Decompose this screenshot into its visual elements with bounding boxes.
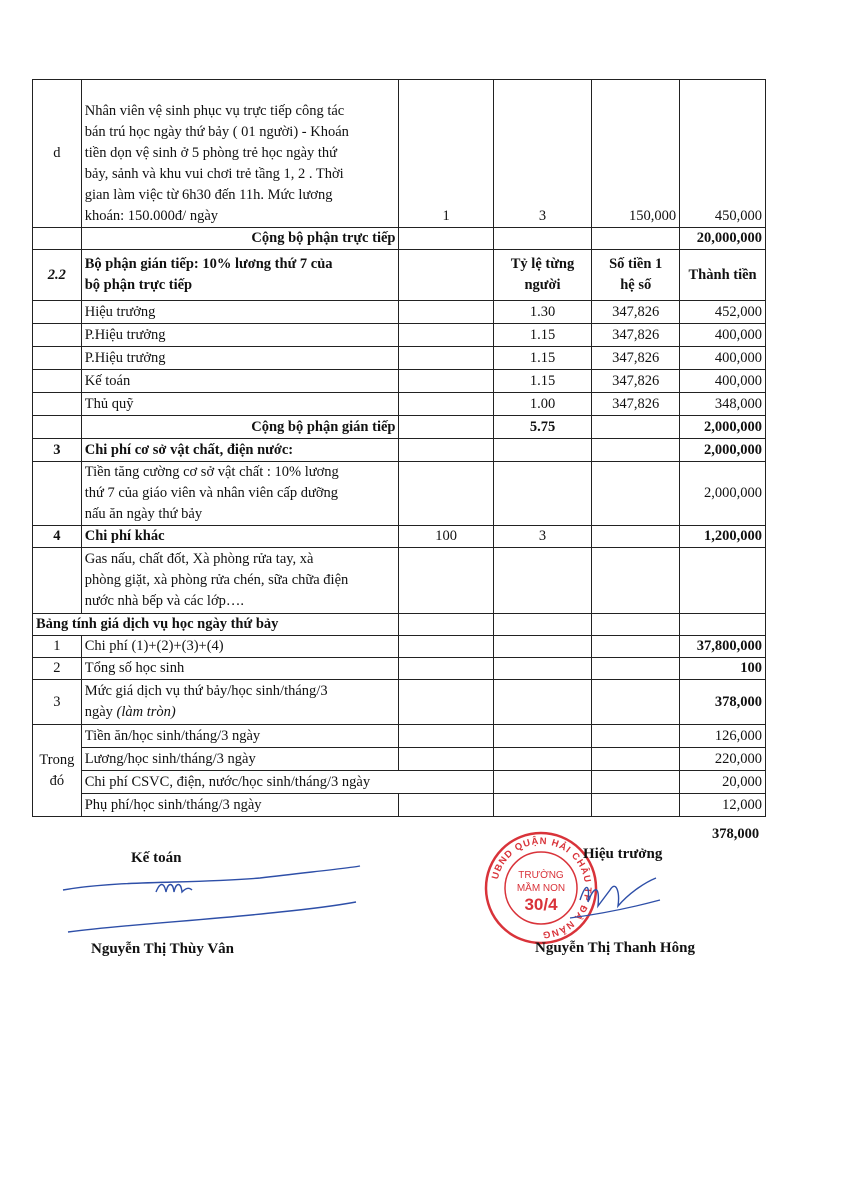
accountant-title: Kế toán: [131, 850, 182, 866]
subtotal-amount: 2,000,000: [680, 416, 766, 439]
section-amount: 1,200,000: [680, 526, 766, 548]
table-row: [33, 462, 766, 526]
pricing-title-row: [33, 614, 766, 636]
stamp-ring-text: UBND QUẬN HẢI CHÂU TP ĐÀ NẴNG: [489, 835, 594, 941]
rate-cell: 150,000: [592, 80, 680, 228]
description-line: gian làm việc từ 6h30 đến 11h. Mức lương: [84, 187, 333, 203]
table-row: [33, 301, 766, 324]
column-header-total: Thành tiền: [680, 250, 766, 301]
pricing-amount: 100: [680, 658, 766, 680]
quantity-cell: 1: [399, 80, 493, 228]
description-line: khoán: 150.000đ/ ngày: [84, 208, 219, 224]
staff-ratio: 1.15: [493, 324, 592, 347]
header-line: Tỷ lệ từng: [510, 256, 575, 272]
staff-unit: 347,826: [592, 324, 680, 347]
section-amount: 2,000,000: [680, 439, 766, 462]
table-row: [33, 658, 766, 680]
principal-title: Hiệu trưởng: [583, 846, 663, 862]
staff-amount: 400,000: [680, 347, 766, 370]
staff-ratio: 1.00: [493, 393, 592, 416]
section-title-line: bộ phận trực tiếp: [84, 277, 193, 293]
quantity-cell: 100: [399, 526, 493, 548]
row-number: 3: [33, 680, 82, 725]
detail-amount: 2,000,000: [680, 462, 766, 526]
breakdown-amount: 12,000: [680, 794, 766, 817]
table-row: [33, 80, 766, 228]
price-label-note: (làm tròn): [116, 704, 176, 720]
staff-name: Thủ quỹ: [81, 393, 399, 416]
column-header-ratio: [493, 250, 592, 301]
table-row: [33, 370, 766, 393]
price-amount: 378,000: [680, 680, 766, 725]
section-title: Chi phí cơ sở vật chất, điện nước:: [81, 439, 399, 462]
table-row: [33, 748, 766, 771]
subtotal-row: [33, 416, 766, 439]
section-detail: [81, 548, 399, 614]
accountant-signature: [60, 860, 370, 940]
stamp-line: MẦM NON: [516, 883, 566, 894]
stamp-line: TRƯỜNG: [518, 870, 564, 881]
header-line: người: [524, 277, 561, 293]
detail-line: Tiền tăng cường cơ sở vật chất : 10% lương: [84, 464, 339, 480]
breakdown-item: Phụ phí/học sinh/tháng/3 ngày: [81, 794, 399, 817]
subtotal-row: [33, 228, 766, 250]
breakdown-label-line: Trong: [39, 751, 75, 768]
amount-cell: 450,000: [680, 80, 766, 228]
row-description: [81, 80, 399, 228]
principal-name: Nguyễn Thị Thanh Hông: [535, 940, 695, 956]
price-label-line: [85, 702, 396, 723]
pricing-title: Bảng tính giá dịch vụ học ngày thứ bảy: [33, 614, 399, 636]
principal-signature: [560, 872, 670, 942]
table-row: [33, 324, 766, 347]
grand-total: 378,000: [712, 826, 760, 842]
breakdown-item: Chi phí CSVC, điện, nước/học sinh/tháng/3 ngày: [81, 771, 493, 794]
table-row: [33, 347, 766, 370]
staff-unit: 347,826: [592, 301, 680, 324]
staff-amount: 452,000: [680, 301, 766, 324]
detail-line: nấu ăn ngày thứ bảy: [84, 506, 203, 522]
staff-ratio: 1.15: [493, 347, 592, 370]
section-title-line: Bộ phận gián tiếp: 10% lương thứ 7 của: [84, 256, 333, 272]
detail-line: phòng giặt, xà phòng rửa chén, sữa chữa điện: [84, 572, 349, 588]
staff-unit: 347,826: [592, 370, 680, 393]
section-detail: [81, 462, 399, 526]
price-label: [81, 680, 399, 725]
description-line: bán trú học ngày thứ bảy ( 01 người) - Khoán: [84, 124, 349, 140]
staff-amount: 348,000: [680, 393, 766, 416]
staff-ratio: 1.30: [493, 301, 592, 324]
subtotal-label: Cộng bộ phận trực tiếp: [81, 228, 399, 250]
table-row: [33, 393, 766, 416]
breakdown-item: Tiền ăn/học sinh/tháng/3 ngày: [81, 725, 399, 748]
table-row: [33, 794, 766, 817]
breakdown-label: [33, 725, 82, 817]
accountant-name: Nguyễn Thị Thùy Vân: [91, 941, 234, 957]
detail-line: Gas nấu, chất đốt, Xà phòng rửa tay, xà: [84, 551, 314, 567]
breakdown-amount: 20,000: [680, 771, 766, 794]
header-line: Số tiền 1: [609, 256, 663, 272]
subtotal-label: Cộng bộ phận gián tiếp: [81, 416, 399, 439]
table-row: [33, 636, 766, 658]
column-header-unit: [592, 250, 680, 301]
days-cell: 3: [493, 80, 592, 228]
staff-name: P.Hiệu trưởng: [81, 347, 399, 370]
breakdown-item: Lương/học sinh/tháng/3 ngày: [81, 748, 399, 771]
subtotal-ratio: 5.75: [493, 416, 592, 439]
table-row: [33, 725, 766, 748]
row-number: d: [33, 80, 82, 228]
pricing-label: Tổng số học sinh: [81, 658, 399, 680]
breakdown-label-line: đó: [49, 772, 65, 789]
section-number: 4: [33, 526, 82, 548]
row-number: 2: [33, 658, 82, 680]
pricing-label: Chi phí (1)+(2)+(3)+(4): [81, 636, 399, 658]
detail-line: thứ 7 của giáo viên và nhân viên cấp dưỡng: [84, 485, 339, 501]
price-label-text: ngày: [84, 704, 117, 720]
staff-unit: 347,826: [592, 393, 680, 416]
cost-table: [32, 79, 766, 817]
stamp-line: 30/4: [524, 895, 558, 914]
staff-amount: 400,000: [680, 370, 766, 393]
section-header-row: [33, 250, 766, 301]
header-line: hệ số: [620, 277, 652, 293]
staff-amount: 400,000: [680, 324, 766, 347]
breakdown-amount: 126,000: [680, 725, 766, 748]
staff-unit: 347,826: [592, 347, 680, 370]
pricing-amount: 37,800,000: [680, 636, 766, 658]
section-number: 2.2: [33, 250, 82, 301]
section-title: [81, 250, 399, 301]
section-number: 3: [33, 439, 82, 462]
breakdown-amount: 220,000: [680, 748, 766, 771]
days-cell: 3: [493, 526, 592, 548]
table-row: [33, 680, 766, 725]
section-header-row: [33, 439, 766, 462]
description-line: tiền dọn vệ sinh ở 5 phòng trẻ học ngày thứ: [84, 145, 338, 161]
table-row: [33, 771, 766, 794]
table-row: [33, 548, 766, 614]
staff-name: Hiệu trưởng: [81, 301, 399, 324]
section-title: Chi phí khác: [81, 526, 399, 548]
price-label-line: Mức giá dịch vụ thứ bảy/học sinh/tháng/3: [84, 683, 328, 699]
row-number: 1: [33, 636, 82, 658]
subtotal-amount: 20,000,000: [680, 228, 766, 250]
staff-name: Kế toán: [81, 370, 399, 393]
detail-line: nước nhà bếp và các lớp….: [84, 593, 244, 609]
staff-name: P.Hiệu trưởng: [81, 324, 399, 347]
description-line: bảy, sảnh và khu vui chơi trẻ tầng 1, 2 . Thời: [84, 166, 344, 182]
staff-ratio: 1.15: [493, 370, 592, 393]
section-header-row: [33, 526, 766, 548]
description-line: Nhân viên vệ sinh phục vụ trực tiếp công tác: [84, 103, 345, 119]
